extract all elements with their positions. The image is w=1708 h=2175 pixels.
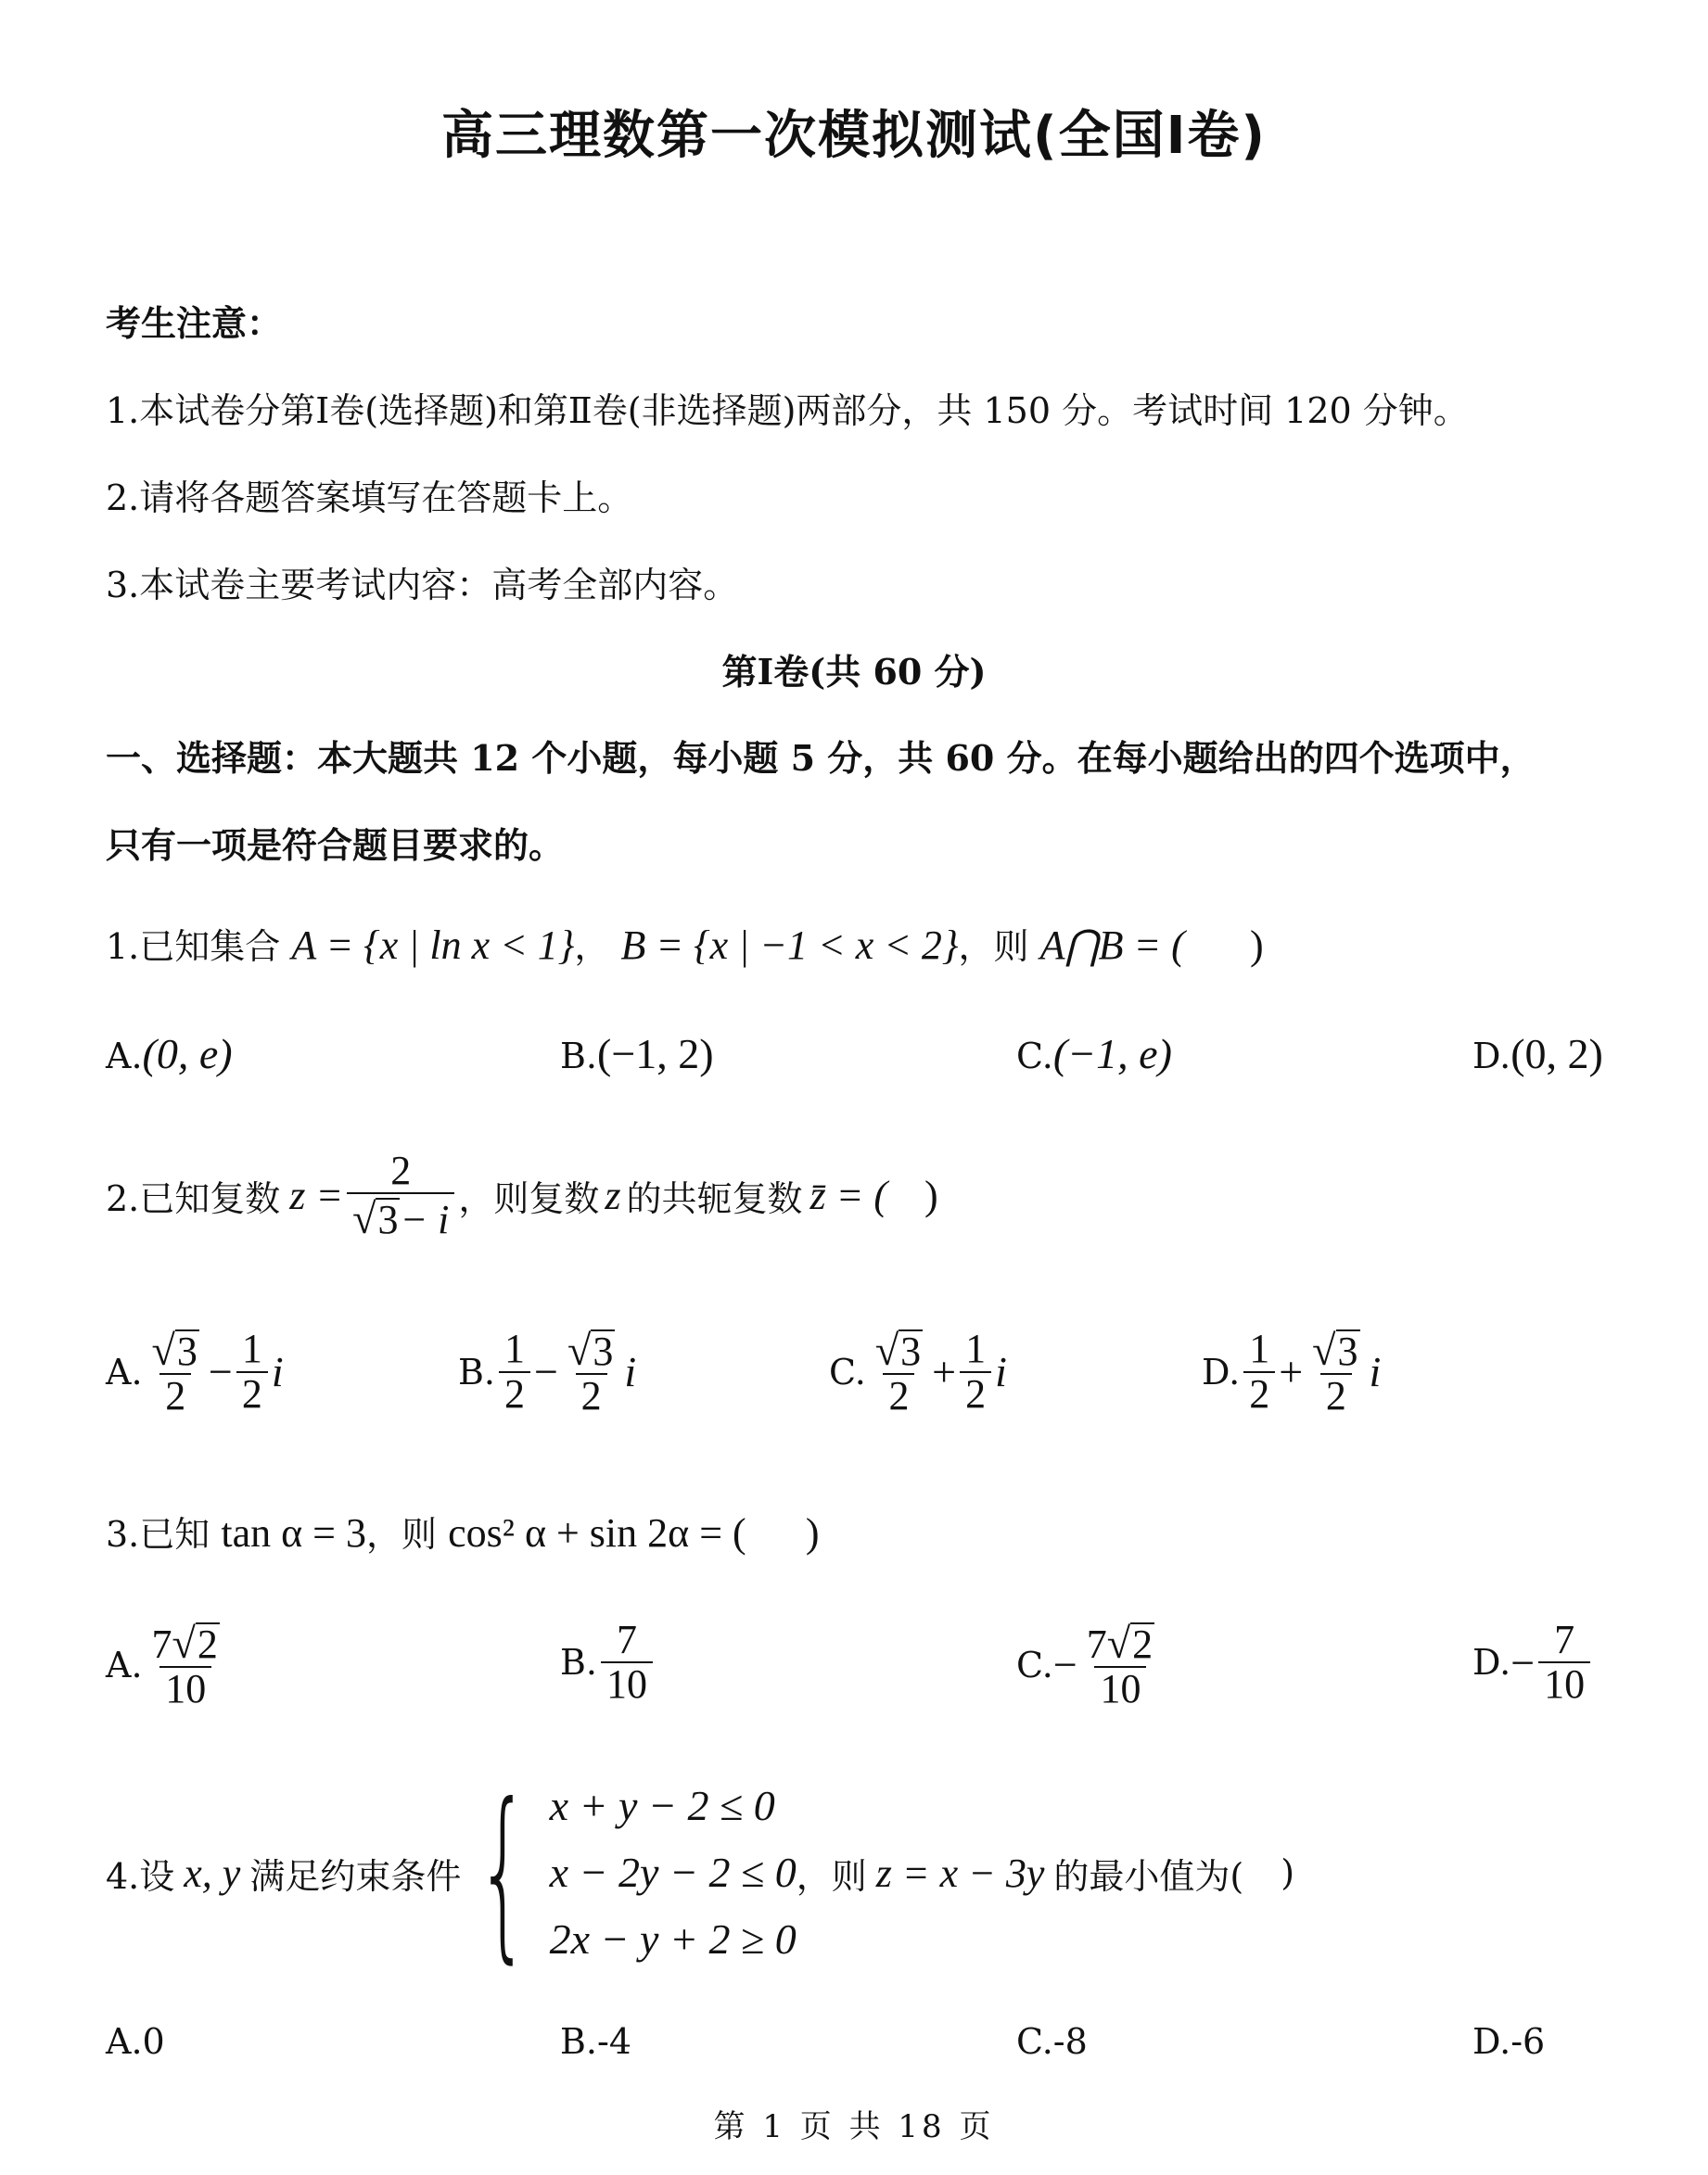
- fraction: [1538, 1619, 1590, 1706]
- num: 3: [1337, 1329, 1358, 1374]
- q1-sep1: ，: [574, 926, 610, 967]
- part-heading-line2: 只有一项是符合题目要求的。: [106, 824, 565, 866]
- q2-option-a: [106, 1326, 284, 1418]
- q2-den-sqrt: 3: [377, 1197, 399, 1243]
- q3-mid: ，则: [365, 1514, 437, 1555]
- q2-option-b: [458, 1326, 636, 1418]
- page-footer: 第 1 页 共 18 页: [713, 2108, 995, 2145]
- den: 2: [960, 1371, 991, 1416]
- sign: −: [1510, 1638, 1536, 1686]
- sign: −: [1052, 1641, 1077, 1689]
- q1-set-a: A = {x | ln x < 1}: [291, 922, 575, 968]
- q3-option-c: [1016, 1619, 1164, 1711]
- constraint-3: 2x − y + 2 ≥ 0: [549, 1915, 797, 1963]
- option-value: (0, 2): [1510, 1030, 1603, 1077]
- q4-target: z = x − 3y: [875, 1850, 1045, 1896]
- option-label: A.: [106, 1351, 143, 1393]
- option-value: (0, e): [142, 1030, 233, 1077]
- imag-unit: i: [1369, 1348, 1382, 1396]
- q1-ask: A⋂B = (: [1039, 922, 1185, 968]
- notice-item-2: 2.请将各题答案填写在答题卡上。: [106, 477, 633, 518]
- q2-z: z: [605, 1173, 621, 1219]
- option-label: C.: [1016, 1644, 1053, 1685]
- frac-1: √ 3 2: [874, 1326, 922, 1418]
- q2-close: ): [924, 1173, 938, 1219]
- q3-close: ): [805, 1510, 820, 1556]
- imag-unit: i: [995, 1348, 1007, 1396]
- question-1-stem: [106, 918, 1264, 969]
- num: 3: [593, 1329, 614, 1374]
- option-label: B.: [560, 1036, 598, 1076]
- option-value: (−1, e): [1052, 1030, 1172, 1077]
- den: 2: [1243, 1371, 1275, 1416]
- q4-constraint-system: [461, 1764, 797, 1980]
- q1-set-b: B = {x | −1 < x < 2}: [620, 922, 959, 968]
- q4-option-c: C.-8: [1016, 2021, 1088, 2062]
- q3-option-d: [1472, 1619, 1594, 1706]
- den: 2: [576, 1373, 607, 1418]
- num: 7: [617, 1617, 638, 1662]
- q1-option-c: [1016, 1029, 1172, 1078]
- op: −: [208, 1348, 233, 1396]
- den: 10: [1094, 1666, 1146, 1711]
- option-label: C.: [1016, 1036, 1053, 1076]
- q4-suffix: 的最小值为(: [1053, 1855, 1244, 1897]
- q2-prefix: 2.已知复数: [106, 1178, 281, 1220]
- left-brace-icon: {: [477, 1764, 530, 1980]
- q1-option-b: [560, 1029, 714, 1078]
- num: 1: [504, 1326, 526, 1372]
- section-title: 第Ⅰ卷(共 60 分): [721, 651, 987, 693]
- q3-cond: tan α = 3: [221, 1510, 366, 1556]
- q2-ask: z̄ = (: [809, 1173, 887, 1219]
- den: 10: [1538, 1661, 1590, 1706]
- op: +: [1279, 1348, 1304, 1396]
- q3-expr: cos² α + sin 2α = (: [448, 1510, 746, 1556]
- q4-after: ，则: [796, 1855, 867, 1897]
- num: 1: [965, 1326, 987, 1372]
- q3-prefix: 3.已知: [106, 1514, 210, 1555]
- frac-2: [236, 1328, 268, 1415]
- option-label: D.: [1202, 1351, 1241, 1393]
- option-label: A.: [106, 1644, 143, 1685]
- num: 1: [241, 1326, 262, 1372]
- q4-constraints: [550, 1773, 797, 1973]
- question-3-stem: [106, 1506, 820, 1557]
- op: −: [534, 1348, 558, 1396]
- frac-2: [960, 1328, 991, 1415]
- q4-option-b: B.-4: [560, 2021, 632, 2062]
- option-label: B.: [458, 1351, 496, 1393]
- q4-mid: 满足约束条件: [249, 1855, 462, 1897]
- q1-close: ): [1250, 922, 1264, 968]
- q1-prefix: 1.已知集合: [106, 926, 281, 967]
- den: 2: [883, 1373, 914, 1418]
- radicand: 2: [197, 1622, 218, 1667]
- q4-option-d: D.-6: [1472, 2021, 1546, 2062]
- page-title: 高三理数第一次模拟测试(全国Ⅰ卷): [440, 106, 1268, 166]
- option-label: D.: [1472, 1036, 1511, 1076]
- q2-mid: ，则复数: [458, 1178, 600, 1220]
- imag-unit: i: [624, 1348, 637, 1396]
- frac-1: [1243, 1328, 1275, 1415]
- q2-den-rest: − i: [400, 1196, 450, 1242]
- q1-option-a: [106, 1029, 233, 1078]
- den: 2: [1320, 1373, 1352, 1418]
- fraction: 7 √ 2 10: [151, 1619, 218, 1711]
- den: 2: [236, 1371, 268, 1416]
- notice-item-3: 3.本试卷主要考试内容：高考全部内容。: [106, 565, 739, 605]
- frac-2: √ 3 2: [567, 1326, 614, 1418]
- option-label: B.: [560, 1642, 598, 1684]
- constraint-2: x − 2y − 2 ≤ 0: [549, 1849, 797, 1896]
- q4-option-a: A.0: [106, 2021, 165, 2062]
- q4-vars: x, y: [184, 1850, 241, 1896]
- op: +: [932, 1348, 957, 1396]
- q2-zeq: z =: [289, 1173, 344, 1219]
- num: 1: [1249, 1326, 1270, 1372]
- notice-item-1: 1.本试卷分第Ⅰ卷(选择题)和第Ⅱ卷(非选择题)两部分，共 150 分。考试时间 120 分钟。: [106, 390, 1469, 431]
- question-4-stem: [106, 1764, 1295, 1980]
- q2-mid2: 的共轭复数: [626, 1178, 803, 1220]
- den: 2: [159, 1373, 191, 1418]
- num: 7: [1554, 1617, 1575, 1662]
- q4-close: ): [1281, 1852, 1295, 1893]
- q2-num: 2: [390, 1148, 412, 1193]
- coef: 7: [1086, 1621, 1107, 1667]
- option-value: (−1, 2): [597, 1030, 714, 1077]
- imag-unit: i: [271, 1348, 284, 1396]
- den: 10: [159, 1666, 211, 1711]
- question-2-stem: [106, 1150, 938, 1241]
- part-heading-line1: 一、选择题：本大题共 12 个小题，每小题 5 分，共 60 分。在每小题给出的四个选项中，: [106, 737, 1536, 779]
- q1-sep2: ，则: [958, 926, 1029, 967]
- den: 2: [499, 1371, 530, 1416]
- q3-option-a: [106, 1619, 229, 1711]
- fraction: 7 √ 2 10: [1086, 1619, 1154, 1711]
- q1-option-d: [1472, 1029, 1603, 1078]
- radicand: 2: [1132, 1622, 1154, 1667]
- option-label: C.: [829, 1351, 866, 1393]
- frac-2: √ 3 2: [1312, 1326, 1358, 1418]
- num: 3: [176, 1329, 198, 1374]
- coef: 7: [151, 1621, 172, 1667]
- q3-option-b: [560, 1619, 656, 1706]
- q2-fraction: [347, 1150, 454, 1241]
- num: 3: [900, 1329, 922, 1374]
- q4-prefix: 4.设: [106, 1855, 175, 1897]
- constraint-1: x + y − 2 ≤ 0: [549, 1782, 775, 1829]
- option-label: A.: [106, 1036, 143, 1076]
- q2-den: √ 3 − i: [347, 1192, 454, 1241]
- frac-1: [499, 1328, 530, 1415]
- q2-option-d: [1202, 1326, 1381, 1418]
- fraction: [601, 1619, 653, 1706]
- den: 10: [601, 1661, 653, 1706]
- frac-1: √ 3 2: [151, 1326, 198, 1418]
- q2-option-c: [829, 1326, 1007, 1418]
- notice-heading: 考生注意：: [106, 302, 283, 344]
- option-label: D.: [1472, 1642, 1511, 1684]
